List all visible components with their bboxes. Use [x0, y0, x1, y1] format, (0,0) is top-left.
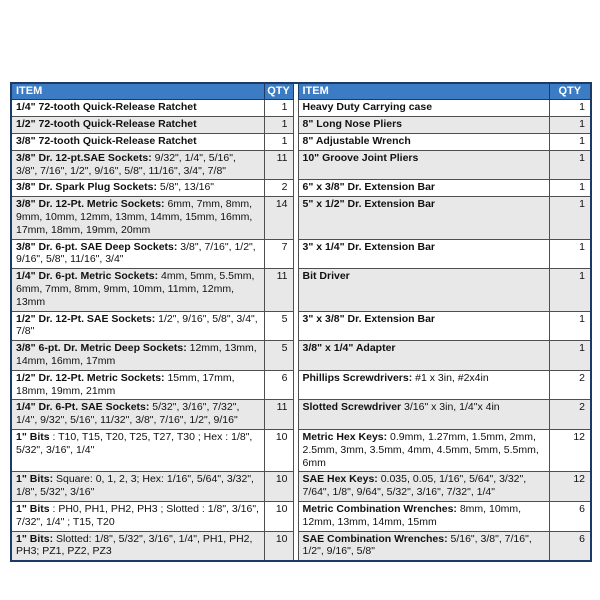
table-row [11, 429, 591, 471]
item-cell-left [11, 429, 264, 471]
item-sizes: 9/32", 1/4", 5/16", 3/8", 7/16", 1/2", 9/16", 5/8", 11/16", 3/4", 7/8" [16, 151, 236, 177]
item-name: 3/8" Dr. 12-Pt. Metric Sockets: [16, 198, 165, 211]
item-cell-right [298, 531, 549, 561]
qty-cell-right: 6 [549, 531, 591, 561]
item-sizes: 3/16" x 3in, 1/4"x 4in [401, 401, 500, 414]
item-name: 1/4" Dr. 6-pt. Metric Sockets: [16, 270, 159, 283]
item-cell-left [11, 472, 264, 502]
item-name: Phillips Screwdrivers: [302, 371, 413, 384]
qty-cell-right: 2 [549, 400, 591, 430]
qty-cell-left: 11 [264, 400, 293, 430]
item-name: 3/8" Dr. Spark Plug Sockets: [16, 181, 157, 194]
qty-cell-left: 5 [264, 311, 293, 341]
qty-cell-left: 7 [264, 239, 293, 269]
qty-cell-left: 1 [264, 134, 293, 151]
item-name: 3/8" Dr. 12-pt.SAE Sockets: [16, 151, 152, 164]
qty-cell-right: 2 [549, 370, 591, 400]
column-header-qty-left: QTY [264, 83, 293, 100]
item-cell-left [11, 100, 264, 117]
qty-cell-right: 1 [549, 239, 591, 269]
item-name: Metric Combination Wrenches: [302, 502, 457, 515]
item-cell-left [11, 400, 264, 430]
item-cell-left [11, 531, 264, 561]
item-name: 3" x 1/4" Dr. Extension Bar [302, 240, 436, 253]
item-cell-right [298, 370, 549, 400]
item-sizes: 15mm, 17mm, 18mm, 19mm, 21mm [16, 371, 235, 397]
item-cell-right [298, 311, 549, 341]
item-cell-right [298, 400, 549, 430]
item-sizes: 1/2", 9/16", 5/8", 3/4", 7/8" [16, 312, 258, 338]
item-cell-right [298, 197, 549, 239]
item-name: 1/4" 72-tooth Quick-Release Ratchet [16, 101, 197, 114]
table-row [11, 117, 591, 134]
column-header-item-left: ITEM [11, 83, 264, 100]
qty-cell-left: 5 [264, 341, 293, 371]
item-name: 3/8" 6-pt. Dr. Metric Deep Sockets: [16, 342, 187, 355]
item-name: 8" Long Nose Pliers [302, 118, 403, 131]
item-name: 3/8" x 1/4" Adapter [302, 342, 396, 355]
qty-cell-right: 1 [549, 150, 591, 180]
item-name: SAE Combination Wrenches: [302, 532, 448, 545]
table-row [11, 269, 591, 311]
item-cell-left [11, 370, 264, 400]
item-sizes: 4mm, 5mm, 5.5mm, 6mm, 7mm, 8mm, 9mm, 10mm, 11mm, 12mm, 13mm [16, 270, 255, 308]
item-cell-right [298, 429, 549, 471]
table-row [11, 100, 591, 117]
item-sizes: 5/16", 3/8", 7/16", 1/2", 9/16", 5/8" [302, 532, 532, 558]
item-cell-right [298, 472, 549, 502]
item-cell-right [298, 117, 549, 134]
item-cell-right [298, 501, 549, 531]
item-name: SAE Hex Keys: [302, 473, 378, 486]
toolkit-parts-table [10, 82, 592, 562]
table-row [11, 150, 591, 180]
qty-cell-left: 1 [264, 117, 293, 134]
item-name: 10" Groove Joint Pliers [302, 151, 419, 164]
table-row [11, 370, 591, 400]
item-name: 1/2" Dr. 12-Pt. SAE Sockets: [16, 312, 156, 325]
item-name: 3/8" 72-tooth Quick-Release Ratchet [16, 135, 197, 147]
item-sizes: : T10, T15, T20, T25, T27, T30 ; Hex : 1/8", 5/32", 3/16", 1/4" [16, 430, 253, 456]
table-row [11, 311, 591, 341]
qty-cell-left: 2 [264, 180, 293, 197]
qty-cell-left: 6 [264, 370, 293, 400]
item-cell-right [298, 269, 549, 311]
item-cell-right [298, 100, 549, 117]
table-row [11, 180, 591, 197]
column-header-item-right: ITEM [298, 83, 549, 100]
qty-cell-right: 1 [549, 117, 591, 134]
item-cell-right [298, 134, 549, 151]
item-name: Bit Driver [302, 270, 350, 283]
item-cell-left [11, 180, 264, 197]
table-row [11, 197, 591, 239]
header-row [11, 83, 591, 100]
item-name: 3/8" Dr. 6-pt. SAE Deep Sockets: [16, 240, 178, 253]
qty-cell-left: 11 [264, 269, 293, 311]
item-sizes: 3/8", 7/16", 1/2", 9/16", 5/8", 11/16", 3/4" [16, 240, 256, 266]
item-cell-left [11, 197, 264, 239]
table-row [11, 472, 591, 502]
qty-cell-right: 1 [549, 197, 591, 239]
qty-cell-right: 6 [549, 501, 591, 531]
table-row [11, 134, 591, 151]
column-header-qty-right: QTY [549, 83, 591, 100]
item-sizes: 12mm, 13mm, 14mm, 16mm, 17mm [16, 342, 257, 367]
item-name: 1/2" 72-tooth Quick-Release Ratchet [16, 118, 197, 131]
item-name: 1" Bits [16, 430, 50, 443]
item-name: 6" x 3/8" Dr. Extension Bar [302, 181, 436, 194]
item-name: 8" Adjustable Wrench [302, 135, 411, 147]
item-cell-left [11, 341, 264, 371]
item-cell-left [11, 501, 264, 531]
item-name: 1/4" Dr. 6-Pt. SAE Sockets: [16, 401, 150, 414]
item-cell-left [11, 311, 264, 341]
table-row [11, 501, 591, 531]
qty-cell-right: 12 [549, 472, 591, 502]
item-sizes: Slotted: 1/8", 5/32", 3/16", 1/4", PH1, PH2, PH3; PZ1, PZ2, PZ3 [16, 532, 253, 558]
item-sizes: #1 x 3in, #2x4in [412, 371, 489, 384]
qty-cell-left: 10 [264, 501, 293, 531]
item-sizes: 0.035, 0.05, 1/16", 5/64", 3/32", 7/64", 1/8", 9/64", 5/32", 3/16", 7/32", 1/4" [302, 473, 527, 499]
item-sizes: 5/8", 13/16" [156, 181, 215, 194]
item-sizes: Square: 0, 1, 2, 3; Hex: 1/16", 5/64", 3/32", 1/8", 5/32", 3/16" [16, 473, 254, 499]
item-name: 1" Bits: [16, 532, 54, 545]
item-sizes: 5/32", 3/16", 7/32", 1/4", 9/32", 5/16", 11/32", 3/8", 7/16", 1/2", 9/16" [16, 401, 240, 427]
item-cell-right [298, 239, 549, 269]
qty-cell-right: 1 [549, 100, 591, 117]
item-cell-left [11, 239, 264, 269]
item-cell-left [11, 269, 264, 311]
item-cell-left [11, 150, 264, 180]
item-name: 1" Bits [16, 502, 50, 515]
qty-cell-right: 1 [549, 341, 591, 371]
table-row [11, 531, 591, 561]
qty-cell-left: 11 [264, 150, 293, 180]
qty-cell-right: 1 [549, 269, 591, 311]
table-row [11, 400, 591, 430]
item-name: 1/2" Dr. 12-Pt. Metric Sockets: [16, 371, 165, 384]
item-sizes: 6mm, 7mm, 8mm, 9mm, 10mm, 12mm, 13mm, 14mm, 15mm, 16mm, 17mm, 18mm, 19mm, 20mm [16, 198, 253, 236]
qty-cell-right: 1 [549, 311, 591, 341]
qty-cell-right: 12 [549, 429, 591, 471]
qty-cell-left: 14 [264, 197, 293, 239]
item-cell-left [11, 134, 264, 151]
item-sizes: 0.9mm, 1.27mm, 1.5mm, 2mm, 2.5mm, 3mm, 3.5mm, 4mm, 4.5mm, 5mm, 5.5mm, 6mm [302, 430, 539, 469]
item-sizes: 8mm, 10mm, 12mm, 13mm, 14mm, 15mm [302, 502, 522, 528]
item-cell-right [298, 180, 549, 197]
qty-cell-left: 10 [264, 531, 293, 561]
item-name: Slotted Screwdriver [302, 401, 402, 414]
item-cell-right [298, 150, 549, 180]
item-name: 3" x 3/8" Dr. Extension Bar [302, 312, 436, 325]
item-sizes: : PH0, PH1, PH2, PH3 ; Slotted : 1/8", 3/16", 7/32", 1/4" ; T15, T20 [16, 502, 259, 528]
table-row [11, 239, 591, 269]
qty-cell-left: 10 [264, 472, 293, 502]
item-cell-left [11, 117, 264, 134]
qty-cell-left: 1 [264, 100, 293, 117]
qty-cell-left: 10 [264, 429, 293, 471]
qty-cell-right: 1 [549, 134, 591, 151]
item-name: Heavy Duty Carrying case [302, 101, 433, 114]
qty-cell-right: 1 [549, 180, 591, 197]
item-name: Metric Hex Keys: [302, 430, 388, 443]
table-row [11, 341, 591, 371]
item-name: 1" Bits: [16, 473, 54, 486]
item-cell-right [298, 341, 549, 371]
item-name: 5" x 1/2" Dr. Extension Bar [302, 198, 436, 211]
